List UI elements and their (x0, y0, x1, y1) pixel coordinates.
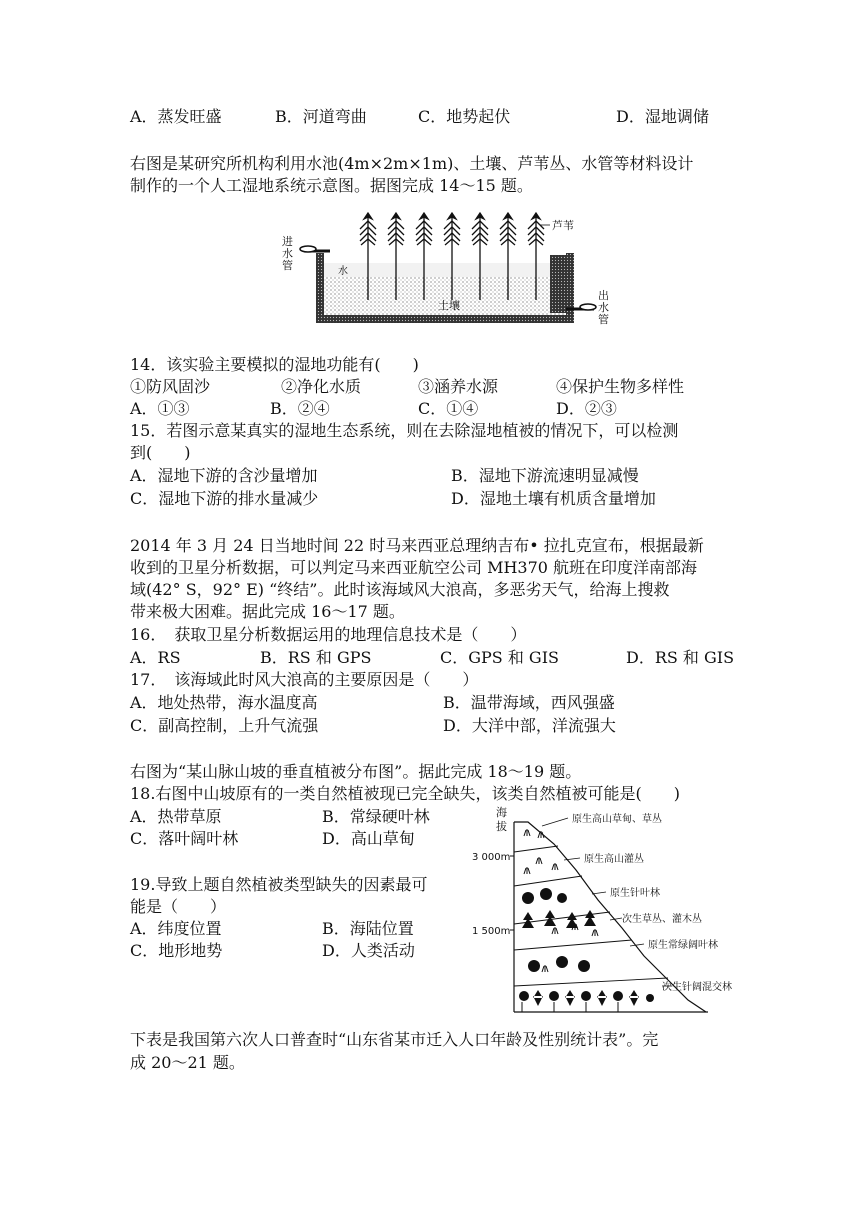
q19-option-d: D．人类活动 (322, 941, 415, 960)
q13-option-a: A．蒸发旺盛 (130, 107, 222, 126)
intro16-line-4: 带来极大困难。据此完成 16～17 题。 (130, 602, 405, 621)
q18-option-a: A．热带草原 (130, 807, 222, 826)
tick-3000: 3 000m (472, 852, 511, 863)
outlet-label-3: 管 (598, 313, 609, 326)
q15-option-b: B．湿地下游流速明显减慢 (451, 466, 639, 485)
q13-option-b: B．河道弯曲 (275, 107, 367, 126)
q15-option-c: C．湿地下游的排水量减少 (130, 489, 319, 508)
q15-option-a: A．湿地下游的含沙量增加 (130, 466, 318, 485)
intro20-line-2: 成 20～21 题。 (130, 1053, 245, 1072)
q16-stem: 16． 获取卫星分析数据运用的地理信息技术是（ ） (130, 625, 527, 644)
water-label: 水 (338, 266, 348, 277)
q19-option-b: B．海陆位置 (322, 919, 414, 938)
q16-option-c: C．GPS 和 GIS (440, 648, 559, 667)
q19-stem-1: 19.导致上题自然植被类型缺失的因素最可 (130, 875, 428, 894)
outlet-label-2: 水 (598, 301, 609, 314)
q16-option-d: D．RS 和 GIS (626, 648, 735, 667)
q19-stem-2: 能是（ ） (130, 897, 227, 916)
q17-option-b: B．温带海域，西风强盛 (443, 693, 615, 712)
q14-option-a: A．①③ (130, 399, 190, 418)
q13-option-d: D．湿地调储 (616, 107, 709, 126)
q14-item-4: ④保护生物多样性 (556, 377, 685, 396)
inlet-label-2: 水 (282, 247, 293, 260)
q14-item-1: ①防风固沙 (130, 377, 211, 396)
outlet-label-1: 出 (598, 289, 609, 302)
intro16-line-2: 收到的卫星分析数据，可以判定马来西亚航空公司 MH370 航班在印度洋南部海 (130, 558, 698, 577)
tick-1500: 1 500m (472, 926, 511, 937)
q18-option-b: B．常绿硬叶林 (322, 807, 430, 826)
q14-option-b: B．②④ (270, 399, 330, 418)
reed-label: 芦苇 (552, 219, 574, 232)
zone-label-5: 原生常绿阔叶林 (648, 940, 718, 951)
mountain-vegetation-diagram (472, 800, 750, 1018)
intro20-line-1: 下表是我国第六次人口普查时“山东省某市迁入人口年龄及性别统计表”。完 (130, 1030, 659, 1049)
q18-option-d: D．高山草甸 (322, 829, 415, 848)
wetland-diagram (278, 205, 618, 330)
q14-option-c: C．①④ (418, 399, 479, 418)
q19-option-c: C．地形地势 (130, 941, 223, 960)
zone-label-4: 次生草丛、灌木丛 (622, 914, 702, 925)
q19-option-a: A．纬度位置 (130, 919, 222, 938)
q17-option-d: D．大洋中部，洋流强大 (443, 716, 616, 735)
intro14-line-2: 制作的一个人工湿地系统示意图。据图完成 14～15 题。 (130, 176, 533, 195)
zone-label-3: 原生针叶林 (610, 888, 660, 899)
q15-option-d: D．湿地土壤有机质含量增加 (451, 489, 656, 508)
zone-label-6: 次生针阔混交林 (662, 982, 732, 993)
intro14-line-1: 右图是某研究所机构利用水池(4m×2m×1m)、土壤、芦苇丛、水管等材料设计 (130, 154, 694, 173)
q15-stem-1: 15．若图示意某真实的湿地生态系统，则在去除湿地植被的情况下，可以检测 (130, 421, 679, 440)
axis-label-1: 海 (496, 806, 507, 819)
q17-option-a: A．地处热带，海水温度高 (130, 693, 318, 712)
q18-option-c: C．落叶阔叶林 (130, 829, 239, 848)
intro16-line-3: 域(42° S，92° E) “终结”。此时该海域风大浪高，多恶劣天气，给海上搜救 (130, 580, 670, 599)
q14-item-2: ②净化水质 (281, 377, 362, 396)
soil-label: 土壤 (438, 299, 460, 312)
axis-label-2: 拔 (496, 820, 507, 833)
inlet-label-3: 管 (282, 259, 293, 272)
inlet-label-1: 进 (282, 235, 293, 248)
q17-option-c: C．副高控制，上升气流强 (130, 716, 319, 735)
q18-stem: 18.右图中山坡原有的一类自然植被现已完全缺失，该类自然植被可能是( ) (130, 784, 680, 803)
q15-stem-2: 到( ) (130, 443, 191, 462)
q16-option-a: A．RS (130, 648, 181, 667)
q14-stem: 14．该实验主要模拟的湿地功能有( ) (130, 355, 419, 374)
q14-option-d: D．②③ (556, 399, 617, 418)
zone-label-2: 原生高山灌丛 (584, 854, 644, 865)
q13-option-c: C．地势起伏 (418, 107, 511, 126)
intro18: 右图为“某山脉山坡的垂直植被分布图”。据此完成 18～19 题。 (130, 762, 582, 781)
zone-label-1: 原生高山草甸、草丛 (572, 814, 662, 825)
intro16-line-1: 2014 年 3 月 24 日当地时间 22 时马来西亚总理纳吉布• 拉扎克宣布，根据最新 (130, 536, 704, 555)
q16-option-b: B．RS 和 GPS (260, 648, 372, 667)
q14-item-3: ③涵养水源 (418, 377, 499, 396)
q17-stem: 17． 该海域此时风大浪高的主要原因是（ ） (130, 670, 479, 689)
